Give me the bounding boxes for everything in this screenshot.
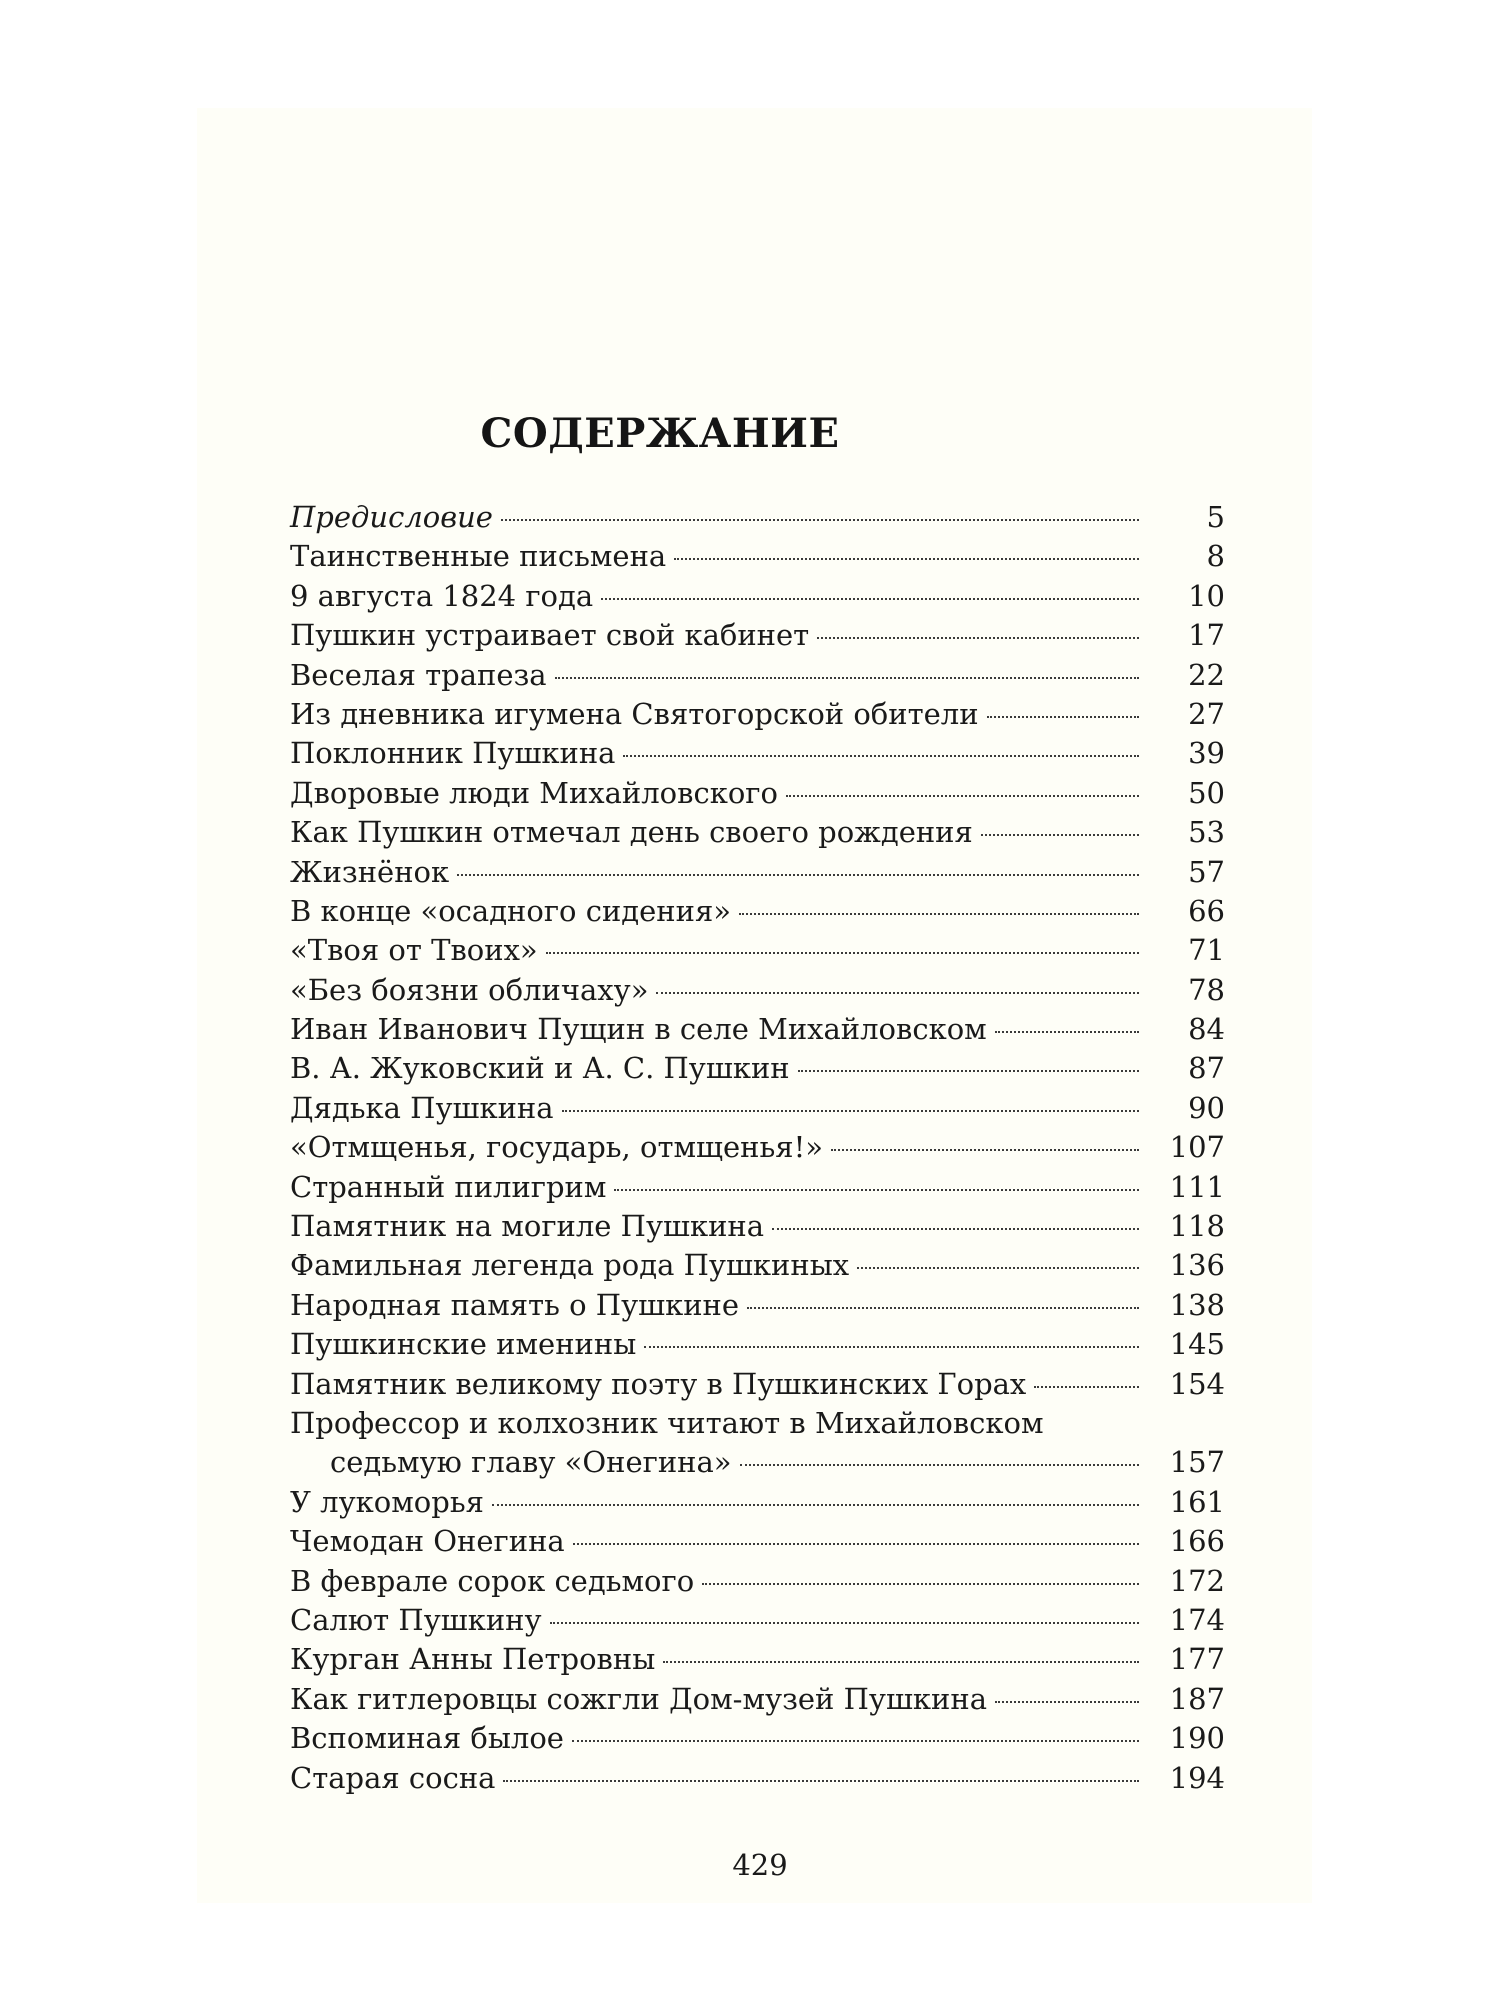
- toc-entry[interactable]: [290, 1128, 1225, 1167]
- toc-entry-page: 174: [1169, 1602, 1225, 1637]
- toc-entry-page: 17: [1188, 618, 1225, 653]
- toc-entry[interactable]: [290, 853, 1225, 892]
- toc-entry[interactable]: [290, 1404, 1225, 1443]
- toc-entry-title: В конце «осадного сидения»: [290, 893, 732, 928]
- toc-entry[interactable]: [290, 1325, 1225, 1364]
- toc-entry-page: 22: [1188, 657, 1225, 692]
- toc-entry-title: 9 августа 1824 года: [290, 578, 594, 613]
- toc-entry-page: 66: [1188, 893, 1225, 928]
- dot-leader: [674, 558, 1139, 560]
- toc-entry[interactable]: [290, 971, 1225, 1010]
- toc-entry-title: В. А. Жуковский и А. С. Пушкин: [290, 1051, 790, 1086]
- toc-entry[interactable]: [290, 931, 1225, 970]
- toc-entry-title: Дядька Пушкина: [290, 1090, 554, 1125]
- toc-entry[interactable]: [290, 656, 1225, 695]
- dot-leader: [817, 637, 1139, 639]
- toc-entry-page: 53: [1188, 815, 1225, 850]
- dot-leader: [995, 1031, 1139, 1033]
- dot-leader: [747, 1307, 1139, 1309]
- dot-leader: [644, 1346, 1139, 1348]
- toc-entry-title: Профессор и колхозник читают в Михайловском: [290, 1405, 1044, 1440]
- toc-entry-page: 145: [1169, 1327, 1225, 1362]
- dot-leader: [546, 952, 1139, 954]
- toc-entry-page: 8: [1206, 539, 1225, 574]
- toc-entry-page: 161: [1169, 1484, 1225, 1519]
- toc-entry[interactable]: [290, 1601, 1225, 1640]
- toc-entry-title: Народная память о Пушкине: [290, 1287, 740, 1322]
- toc-entry[interactable]: [290, 1010, 1225, 1049]
- toc-entry[interactable]: [290, 1049, 1225, 1088]
- toc-entry[interactable]: [290, 577, 1225, 616]
- toc-entry-page: 157: [1169, 1445, 1225, 1480]
- dot-leader: [492, 1504, 1139, 1506]
- toc-entry-title: «Без боязни обличаху»: [290, 972, 649, 1007]
- toc-entry[interactable]: [290, 1246, 1225, 1285]
- dot-leader: [740, 1464, 1139, 1466]
- dot-leader: [987, 716, 1139, 718]
- dot-leader: [663, 1661, 1139, 1663]
- toc-entry-title: Из дневника игумена Святогорской обители: [290, 696, 979, 731]
- toc-entry-page: 57: [1188, 854, 1225, 889]
- toc-entry-title: Веселая трапеза: [290, 657, 547, 692]
- toc-entry-title: У лукоморья: [290, 1484, 484, 1519]
- toc-entry-title: Жизнёнок: [290, 854, 450, 889]
- toc-entry[interactable]: [290, 1286, 1225, 1325]
- dot-leader: [614, 1189, 1139, 1191]
- toc-entry-page: 84: [1188, 1012, 1225, 1047]
- toc-entry-title: Пушкинские именины: [290, 1327, 637, 1362]
- toc-entry-page: 78: [1188, 972, 1225, 1007]
- toc-entry[interactable]: [290, 1719, 1225, 1758]
- dot-leader: [739, 913, 1139, 915]
- toc-entry[interactable]: [290, 892, 1225, 931]
- toc-entry-page: 166: [1169, 1524, 1225, 1559]
- toc-entry-title: Таинственные письмена: [290, 539, 667, 574]
- dot-leader: [1034, 1386, 1139, 1388]
- toc-entry[interactable]: [290, 1759, 1225, 1798]
- toc-entry-title: Вспоминая былое: [290, 1721, 564, 1756]
- dot-leader: [623, 755, 1139, 757]
- toc-entry-page: 172: [1169, 1563, 1225, 1598]
- toc-entry-page: 111: [1169, 1169, 1225, 1204]
- toc-entry[interactable]: [290, 774, 1225, 813]
- toc-entry[interactable]: [290, 1365, 1225, 1404]
- toc-entry[interactable]: [290, 1207, 1225, 1246]
- toc-entry-title: Старая сосна: [290, 1760, 496, 1795]
- toc-entry-page: 71: [1188, 933, 1225, 968]
- toc-entry-title: Предисловие: [290, 500, 493, 534]
- toc-entry-title: Как гитлеровцы сожгли Дом-музей Пушкина: [290, 1681, 987, 1716]
- toc-entry[interactable]: [290, 616, 1225, 655]
- toc-entry-page: 118: [1169, 1209, 1225, 1244]
- dot-leader: [550, 1622, 1139, 1624]
- table-of-contents: [290, 498, 1225, 1798]
- toc-entry-title: Иван Иванович Пущин в селе Михайловском: [290, 1012, 987, 1047]
- toc-entry[interactable]: [290, 1522, 1225, 1561]
- dot-leader: [572, 1740, 1139, 1742]
- dot-leader: [798, 1070, 1139, 1072]
- toc-entry-title: «Твоя от Твоих»: [290, 933, 538, 968]
- toc-entry-title-continuation: седьмую главу «Онегина»: [330, 1445, 732, 1480]
- toc-entry-title: «Отмщенья, государь, отмщенья!»: [290, 1130, 823, 1165]
- toc-entry-page: 138: [1169, 1287, 1225, 1322]
- toc-entry-page: 50: [1188, 775, 1225, 810]
- toc-entry[interactable]: [290, 1089, 1225, 1128]
- dot-leader: [772, 1228, 1139, 1230]
- toc-entry[interactable]: [290, 1640, 1225, 1679]
- toc-entry-page: 177: [1169, 1642, 1225, 1677]
- toc-entry-title: Памятник на могиле Пушкина: [290, 1209, 765, 1244]
- toc-entry[interactable]: [290, 813, 1225, 852]
- dot-leader: [702, 1583, 1139, 1585]
- dot-leader: [555, 677, 1139, 679]
- dot-leader: [562, 1110, 1139, 1112]
- dot-leader: [573, 1543, 1139, 1545]
- toc-entry[interactable]: [290, 734, 1225, 773]
- toc-entry-page: 27: [1188, 696, 1225, 731]
- toc-entry-page: 136: [1169, 1248, 1225, 1283]
- dot-leader: [457, 874, 1139, 876]
- toc-entry-title: В феврале сорок седьмого: [290, 1563, 695, 1598]
- toc-entry-page: 39: [1188, 736, 1225, 771]
- dot-leader: [857, 1267, 1139, 1269]
- dot-leader: [981, 834, 1139, 836]
- toc-entry-page: 10: [1188, 578, 1225, 613]
- toc-entry-page: 190: [1169, 1721, 1225, 1756]
- dot-leader: [656, 992, 1139, 994]
- toc-entry[interactable]: [290, 498, 1225, 537]
- toc-entry[interactable]: [290, 537, 1225, 576]
- toc-entry-title: Чемодан Онегина: [290, 1524, 565, 1559]
- dot-leader: [503, 1780, 1139, 1782]
- toc-entry-page: 5: [1206, 500, 1225, 534]
- toc-entry-page: 87: [1188, 1051, 1225, 1086]
- toc-entry-page: 187: [1169, 1681, 1225, 1716]
- toc-entry-title: Поклонник Пушкина: [290, 736, 616, 771]
- toc-entry-title: Памятник великому поэту в Пушкинских Горах: [290, 1366, 1027, 1401]
- toc-entry[interactable]: [290, 695, 1225, 734]
- toc-entry-page: 194: [1169, 1760, 1225, 1795]
- toc-entry-page: 154: [1169, 1366, 1225, 1401]
- dot-leader: [995, 1701, 1139, 1703]
- dot-leader: [501, 519, 1139, 521]
- toc-entry-title: Салют Пушкину: [290, 1602, 542, 1637]
- toc-entry-continuation[interactable]: [290, 1443, 1225, 1482]
- toc-entry-title: Пушкин устраивает свой кабинет: [290, 618, 810, 653]
- dot-leader: [831, 1149, 1139, 1151]
- toc-entry-title: Фамильная легенда рода Пушкиных: [290, 1248, 850, 1283]
- toc-entry-title: Курган Анны Петровны: [290, 1642, 656, 1677]
- dot-leader: [786, 795, 1139, 797]
- toc-title: СОДЕРЖАНИЕ: [480, 410, 840, 457]
- toc-entry-title: Странный пилигрим: [290, 1169, 607, 1204]
- toc-entry-title: Как Пушкин отмечал день своего рождения: [290, 815, 973, 850]
- page-number: 429: [732, 1848, 788, 1882]
- toc-entry[interactable]: [290, 1680, 1225, 1719]
- toc-entry-page: 107: [1169, 1130, 1225, 1165]
- toc-entry-page: 90: [1188, 1090, 1225, 1125]
- toc-entry-title: Дворовые люди Михайловского: [290, 775, 778, 810]
- dot-leader: [601, 598, 1139, 600]
- toc-entry[interactable]: [290, 1562, 1225, 1601]
- toc-entry[interactable]: [290, 1483, 1225, 1522]
- toc-entry[interactable]: [290, 1168, 1225, 1207]
